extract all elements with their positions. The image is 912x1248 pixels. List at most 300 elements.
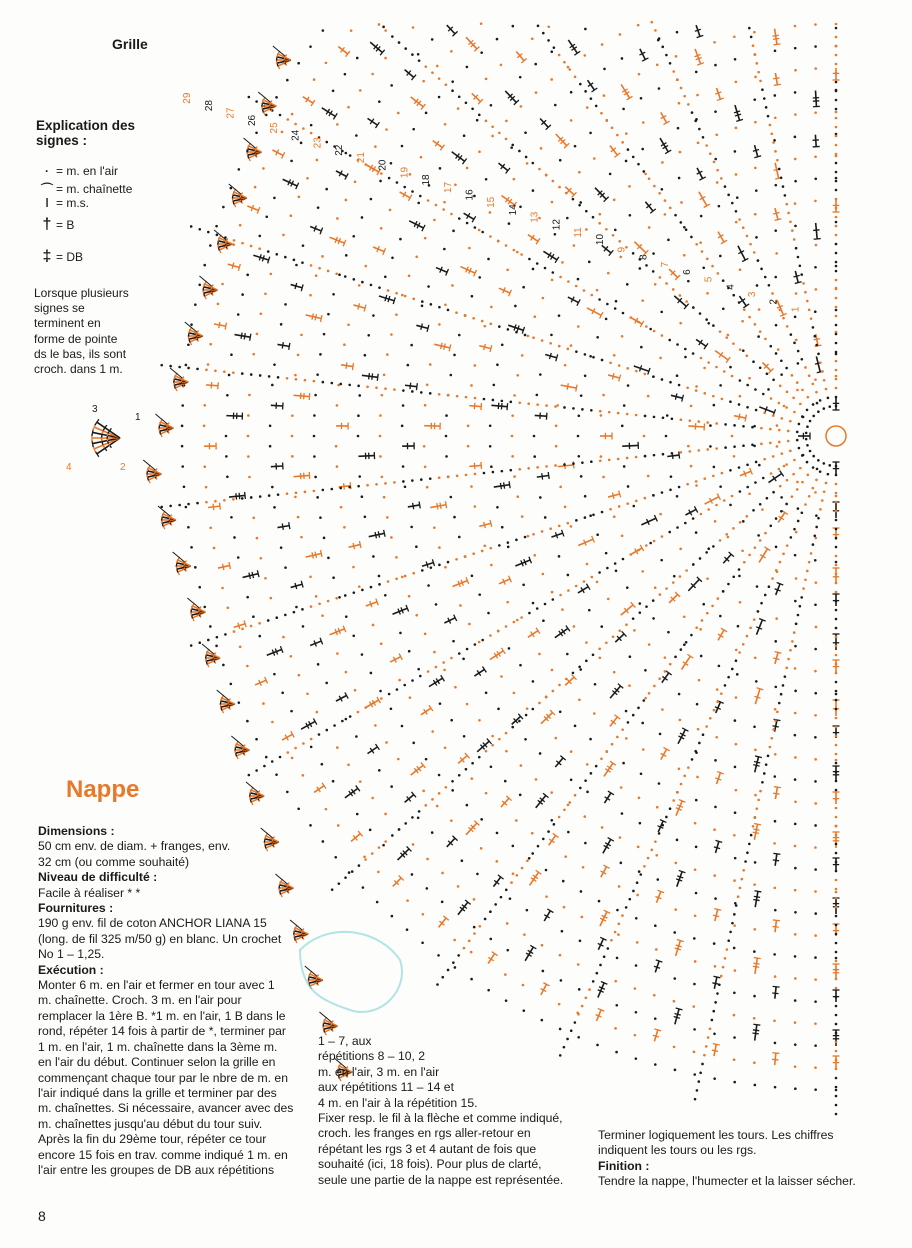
chain-dot — [258, 622, 261, 625]
chain-dot — [447, 309, 450, 312]
chain-dot — [835, 23, 838, 26]
chain-dot — [635, 370, 638, 373]
chain-dot — [733, 924, 736, 927]
legend-item-double-treble — [38, 248, 83, 266]
chain-dot — [589, 514, 592, 517]
chain-dot — [376, 901, 379, 904]
round-number-label: 17 — [442, 181, 454, 193]
chain-dot — [693, 1073, 696, 1076]
treble-stitch — [674, 296, 686, 306]
chain-dot — [378, 583, 381, 586]
chain-dot — [647, 395, 650, 398]
chain-dot — [505, 138, 508, 141]
fringe-row-label: 2 — [120, 462, 126, 473]
chain-dot — [616, 909, 619, 912]
chain-dot — [794, 667, 797, 670]
chain-dot — [584, 90, 587, 93]
chain-dot — [794, 911, 797, 914]
chain-dot — [555, 445, 558, 448]
chain-dot — [835, 915, 838, 918]
arc-icon: ⌒ — [40, 182, 53, 196]
chain-dot — [648, 643, 651, 646]
chain-dot — [505, 732, 508, 735]
chain-dot — [544, 516, 547, 519]
chain-dot — [713, 942, 716, 945]
chain-dot — [742, 869, 745, 872]
chain-dot — [552, 271, 555, 274]
chain-dot — [814, 692, 817, 695]
chain-dot — [637, 846, 640, 849]
chain-dot — [327, 313, 330, 316]
chain-dot — [544, 267, 547, 270]
chain-dot — [653, 685, 656, 688]
chain-dot — [317, 206, 320, 209]
round-number-label: 25 — [268, 122, 280, 134]
chain-dot — [398, 679, 401, 682]
chain-dot — [403, 684, 406, 687]
chain-dot — [814, 23, 817, 26]
chain-dot — [714, 897, 717, 900]
chain-dot — [835, 216, 838, 219]
chain-dot — [332, 293, 335, 296]
chain-dot — [190, 225, 193, 228]
chain-dot — [447, 561, 450, 564]
chain-dot — [739, 601, 742, 604]
chain-dot — [558, 555, 561, 558]
chain-dot — [550, 791, 553, 794]
chain-dot — [458, 217, 461, 220]
chain-dot — [835, 573, 838, 576]
chain-dot — [269, 273, 272, 276]
treble-stitch — [621, 605, 633, 615]
chain-dot — [439, 167, 442, 170]
chain-dot — [501, 343, 504, 346]
chain-dot — [330, 488, 333, 491]
chain-dot — [507, 541, 510, 544]
chain-dot — [727, 583, 730, 586]
chain-dot — [729, 366, 732, 369]
chain-dot — [738, 403, 741, 406]
stitch-bar — [612, 373, 614, 379]
chain-dot — [814, 912, 817, 915]
chain-dot — [797, 350, 800, 353]
chain-dot — [622, 108, 625, 111]
chain-dot — [835, 924, 838, 927]
chain-dot — [596, 581, 599, 584]
chain-dot — [271, 486, 274, 489]
chain-dot — [310, 605, 313, 608]
chain-dot — [472, 552, 475, 555]
chain-dot — [648, 177, 651, 180]
chain-dot — [772, 455, 775, 458]
chain-dot — [835, 126, 838, 129]
chain-dot — [198, 284, 201, 287]
chain-dot — [794, 180, 797, 183]
chain-dot — [325, 141, 328, 144]
chain-dot — [345, 671, 348, 674]
stitch-bar — [772, 927, 778, 928]
chain-dot — [835, 591, 838, 594]
chain-dot — [590, 576, 593, 579]
chain-dot — [731, 495, 734, 498]
chain-dot — [637, 321, 640, 324]
chain-dot — [455, 311, 458, 314]
stitch-cap — [795, 282, 802, 284]
chain-dot — [277, 376, 280, 379]
chain-dot — [302, 127, 305, 130]
chain-dot — [496, 506, 499, 509]
stitch-bar — [474, 403, 475, 409]
chain-dot — [687, 445, 690, 448]
chain-dot — [393, 388, 396, 391]
chain-dot — [703, 367, 706, 370]
chain-dot — [450, 657, 453, 660]
chain-dot — [574, 75, 577, 78]
chain-dot — [654, 29, 657, 32]
chain-dot — [386, 353, 389, 356]
chain-dot — [700, 655, 703, 658]
chain-dot — [777, 348, 780, 351]
chain-dot — [734, 766, 737, 769]
chain-dot — [716, 992, 719, 995]
chain-dot — [404, 822, 407, 825]
chain-dot — [835, 306, 838, 309]
chain-dot — [698, 679, 701, 682]
chain-dot — [787, 658, 790, 661]
chain-dot — [721, 398, 724, 401]
chain-dot — [567, 574, 570, 577]
chain-dot — [533, 455, 536, 458]
chain-dot — [474, 397, 477, 400]
chain-dot — [295, 378, 298, 381]
chain-dot — [814, 310, 817, 313]
stitch-bar — [773, 212, 779, 214]
chain-dot — [656, 878, 659, 881]
chain-dot — [636, 941, 639, 944]
chain-dot — [436, 983, 439, 986]
chain-dot — [520, 253, 523, 256]
chain-dot — [626, 413, 629, 416]
chain-dot — [672, 288, 675, 291]
stitch-bar — [315, 552, 316, 558]
chain-dot — [733, 991, 736, 994]
chain-dot — [639, 873, 642, 876]
chain-dot — [547, 39, 550, 42]
chain-dot — [248, 774, 251, 777]
chain-dot — [701, 1063, 704, 1066]
chain-dot — [649, 542, 652, 545]
chain-dot — [207, 231, 210, 234]
chain-dot — [445, 83, 448, 86]
stitch-bar — [344, 483, 345, 489]
chain-dot — [661, 161, 664, 164]
stitch-cap — [490, 345, 492, 352]
chain-dot — [802, 282, 805, 285]
stitch-bar — [259, 254, 261, 260]
execution-text: l'air entre les groupes de DB aux répétitions — [38, 1162, 275, 1177]
chain-dot — [378, 575, 381, 578]
chain-dot — [505, 120, 508, 123]
chain-dot — [313, 414, 316, 417]
treble-stitch — [525, 947, 533, 961]
chain-dot — [773, 94, 776, 97]
chain-dot — [384, 57, 387, 60]
chain-dot — [775, 617, 778, 620]
stitch-bar — [315, 314, 316, 320]
chain-dot — [404, 295, 407, 298]
chain-dot — [694, 868, 697, 871]
chain-dot — [798, 447, 801, 450]
chain-dot — [794, 158, 797, 161]
chain-dot — [764, 338, 767, 341]
chain-dot — [653, 540, 656, 543]
chain-dot — [640, 346, 643, 349]
chain-dot — [815, 526, 818, 529]
chain-dot — [563, 808, 566, 811]
chain-dot — [198, 228, 201, 231]
chain-dot — [697, 449, 700, 452]
chain-dot — [306, 692, 309, 695]
chain-dot — [424, 633, 427, 636]
execution-text: seule une partie de la nappe est représentée. — [318, 1172, 564, 1187]
chain-dot — [621, 425, 624, 428]
chain-dot — [676, 31, 679, 34]
chain-dot — [835, 960, 838, 963]
round-number-label: 16 — [464, 189, 476, 201]
chain-dot — [616, 736, 619, 739]
chain-dot — [357, 414, 360, 417]
chain-dot — [445, 414, 448, 417]
chain-dot — [620, 786, 623, 789]
chain-dot — [256, 333, 259, 336]
chain-dot — [431, 38, 434, 41]
chain-dot — [558, 525, 561, 528]
chain-dot — [766, 372, 769, 375]
stitch-cap — [377, 374, 378, 381]
chain-dot — [528, 612, 531, 615]
chain-dot — [314, 476, 317, 479]
chain-dot — [402, 404, 405, 407]
chain-dot — [676, 526, 679, 529]
chain-dot — [774, 1086, 777, 1089]
chain-dot — [796, 431, 799, 434]
chain-dot — [355, 134, 358, 137]
chain-dot — [352, 235, 355, 238]
chain-dot — [572, 198, 575, 201]
chain-dot — [458, 536, 461, 539]
chain-dot — [644, 415, 647, 418]
chain-dot — [380, 642, 383, 645]
chain-dot — [505, 999, 508, 1002]
chain-dot — [496, 38, 499, 41]
stitch-cap — [320, 315, 322, 322]
chain-dot — [699, 312, 702, 315]
chain-dot — [450, 374, 453, 377]
chain-dot — [780, 373, 783, 376]
chain-dot — [496, 832, 499, 835]
chain-dot — [652, 252, 655, 255]
chain-dot — [748, 27, 751, 30]
chain-dot — [225, 455, 228, 458]
execution-text: l'air indiqué dans la grille et terminer par des — [38, 1085, 277, 1100]
chain-dot — [395, 577, 398, 580]
chain-dot — [814, 111, 817, 114]
chain-dot — [786, 479, 789, 482]
chain-dot — [347, 323, 350, 326]
chain-dot — [601, 359, 604, 362]
chain-dot — [796, 389, 799, 392]
chain-dot — [750, 36, 753, 39]
chain-dot — [485, 120, 488, 123]
chain-dot — [660, 559, 663, 562]
stitch-bar — [441, 343, 442, 349]
chain-dot — [794, 113, 797, 116]
chain-dot — [835, 852, 838, 855]
chain-dot — [589, 738, 592, 741]
chain-dot — [281, 131, 284, 134]
execution-text: commençant chaque tour par le nbre de m. en — [38, 1070, 288, 1085]
chain-dot — [835, 495, 838, 498]
chain-dot — [790, 536, 793, 539]
stitch-bar — [252, 572, 253, 578]
chain-dot — [309, 575, 312, 578]
chain-dot — [835, 171, 838, 174]
chain-dot — [763, 412, 766, 415]
dimensions-text: 32 cm (ou comme souhaité) — [38, 854, 190, 869]
chain-dot — [702, 136, 705, 139]
chain-dot — [372, 168, 375, 171]
chain-dot — [653, 330, 656, 333]
chain-dot — [215, 225, 218, 228]
chain-dot — [599, 964, 602, 967]
chain-dot — [181, 465, 184, 468]
chain-dot — [797, 614, 800, 617]
chain-dot — [476, 119, 479, 122]
chain-dot — [372, 624, 375, 627]
execution-text: Monter 6 m. en l'air et fermer en tour avec 1 — [38, 978, 275, 993]
treble-stitch — [322, 108, 335, 117]
chain-dot — [367, 334, 370, 337]
chain-dot — [605, 552, 608, 555]
chain-dot — [337, 824, 340, 827]
chain-dot — [348, 486, 351, 489]
chain-dot — [224, 633, 227, 636]
execution-text: 1 m. en l'air, 1 m. chaînette dans la 3ème m. — [38, 1039, 278, 1054]
chain-dot — [521, 515, 524, 518]
chain-dot — [658, 87, 661, 90]
chain-dot — [835, 726, 838, 729]
chain-dot — [586, 763, 589, 766]
chain-dot — [703, 392, 706, 395]
chain-dot — [735, 649, 738, 652]
chain-dot — [450, 213, 453, 216]
chain-dot — [364, 265, 367, 268]
chain-dot — [599, 213, 602, 216]
chain-dot — [246, 720, 249, 723]
chain-dot — [385, 128, 388, 131]
chain-dot — [579, 668, 582, 671]
chain-dot — [238, 168, 241, 171]
chain-dot — [776, 424, 779, 427]
chain-dot — [527, 335, 530, 338]
chain-dot — [754, 794, 757, 797]
chain-dot — [496, 860, 499, 863]
chain-dot — [260, 557, 263, 560]
chain-dot — [327, 557, 330, 560]
chain-dot — [835, 654, 838, 657]
chain-dot — [607, 272, 610, 275]
chain-dot — [541, 339, 544, 342]
chain-dot — [431, 798, 434, 801]
chain-dot — [835, 906, 838, 909]
chain-dot — [702, 603, 705, 606]
chain-dot — [380, 697, 383, 700]
chain-dot — [814, 846, 817, 849]
chain-dot — [621, 812, 624, 815]
chain-dot — [613, 354, 616, 357]
chain-dot — [269, 445, 272, 448]
chain-dot — [586, 106, 589, 109]
chain-dot — [835, 825, 838, 828]
chain-dot — [504, 780, 507, 783]
chain-dot — [812, 455, 815, 458]
chain-dot — [465, 474, 468, 477]
chain-dot — [209, 526, 212, 529]
stitch-bar — [219, 322, 220, 328]
chain-dot — [570, 778, 573, 781]
chain-dot — [438, 476, 441, 479]
chain-dot — [815, 479, 818, 482]
chain-dot — [310, 738, 313, 741]
stitch-cap — [679, 452, 680, 459]
chain-dot — [450, 50, 453, 53]
chain-dot — [263, 765, 266, 768]
center-ring — [826, 426, 846, 446]
chain-dot — [835, 369, 838, 372]
chain-dot — [532, 602, 535, 605]
chain-dot — [718, 665, 721, 668]
chain-dot — [739, 521, 742, 524]
round-number-label: 10 — [594, 233, 606, 246]
chain-dot — [489, 323, 492, 326]
chain-dot — [713, 161, 716, 164]
chain-dot — [589, 355, 592, 358]
chain-dot — [275, 616, 278, 619]
chain-dot — [598, 222, 601, 225]
chain-dot — [683, 226, 686, 229]
chain-dot — [419, 675, 422, 678]
chain-dot — [178, 504, 181, 507]
chain-dot — [835, 807, 838, 810]
chain-dot — [485, 750, 488, 753]
chain-dot — [743, 561, 746, 564]
chain-dot — [714, 965, 717, 968]
treble-stitch — [491, 405, 507, 406]
chain-dot — [291, 435, 294, 438]
chain-dot — [644, 373, 647, 376]
chain-dot — [232, 243, 235, 246]
stitch-bar — [814, 339, 820, 340]
chain-dot — [454, 686, 457, 689]
chain-dot — [793, 411, 796, 414]
chain-dot — [625, 623, 628, 626]
chain-dot — [472, 317, 475, 320]
chain-dot — [575, 585, 578, 588]
chain-dot — [584, 842, 587, 845]
chain-dot — [760, 268, 763, 271]
chain-dot — [489, 424, 492, 427]
chain-dot — [498, 544, 501, 547]
